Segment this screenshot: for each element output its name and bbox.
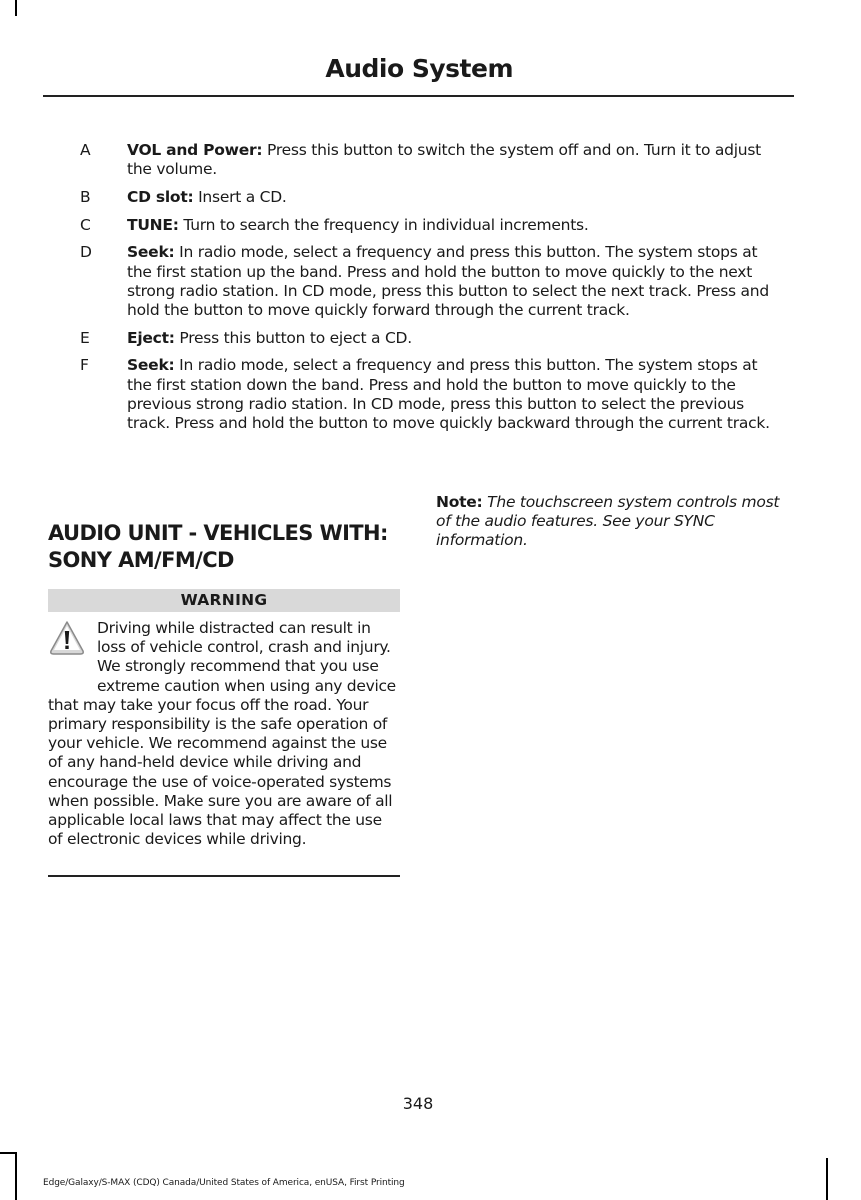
definition-text [127,329,786,348]
definition-key: C [80,215,91,234]
crop-mark [0,1152,15,1154]
footer: Edge/Galaxy/S-MAX (CDQ) Canada/United States of America, enUSA, First Printing [43,1178,405,1188]
definition-item [80,188,786,207]
definition-text [127,356,786,433]
warning-label: WARNING [48,589,400,612]
definition-term: TUNE: [127,215,179,234]
definition-text [127,188,786,207]
definition-key: A [80,141,91,159]
definition-key: E [80,328,90,347]
note-label: Note: [436,493,483,511]
definition-term: Eject: [127,328,175,347]
page-title: Audio System [325,54,513,83]
page-number: 348 [402,1094,434,1113]
section-heading: AUDIO UNIT - VEHICLES WITH: SONY AM/FM/CD [48,521,388,572]
definition-description: In radio mode, select a frequency and press this button. The system stops at the first station down the band. Press and hold the button to move quickly to the previous strong radio station. In CD mode, press this button to select the previous track. Press and hold the button to move quickly backward through the current track. [127,356,770,432]
note [436,493,788,551]
definition-item [80,141,786,179]
definition-item [80,216,786,235]
note-text: The touchscreen system controls most of the audio features. See your SYNC information. [436,493,780,550]
definition-term: Seek: [127,243,175,262]
definition-term: VOL and Power: [127,141,263,159]
definition-description: Turn to search the frequency in individual increments. [178,215,589,234]
definition-item [80,329,786,348]
definition-description: Press this button to eject a CD. [174,328,412,347]
definition-key: B [80,187,91,206]
definition-key: F [80,356,89,375]
definition-text [127,216,786,235]
definition-list [80,141,786,442]
crop-mark [15,0,17,16]
definition-item [80,356,786,433]
crop-mark [826,1158,828,1200]
definition-description: In radio mode, select a frequency and press this button. The system stops at the first station up the band. Press and hold the button to move quickly to the next strong radio station. In CD mode, press this button to select the next track. Press and hold the button to move quickly forward through the current track. [127,243,769,319]
crop-mark [15,1152,17,1200]
header-divider [43,95,794,97]
warning-body: Driving while distracted can result in loss of vehicle control, crash and injury. We strongly recommend that you use extreme caution when using any device that may take your focus off the road. Your primary responsibility is the safe operation of your vehicle. We recommend against the use of any hand-held device while driving and encourage the use of voice-operated systems when possible. Make sure you are aware of all applicable local laws that may affect the use of electronic devices while driving. [48,619,396,849]
warning-divider [48,875,400,877]
definition-description: Insert a CD. [193,187,287,206]
definition-term: CD slot: [127,187,194,206]
definition-description: Press this button to switch the system off and on. Turn it to adjust the volume. [127,141,762,179]
definition-key: D [80,243,92,262]
definition-term: Seek: [127,356,175,375]
definition-text [127,141,786,179]
definition-text [127,243,786,320]
definition-item [80,243,786,320]
warning-text [48,619,400,849]
